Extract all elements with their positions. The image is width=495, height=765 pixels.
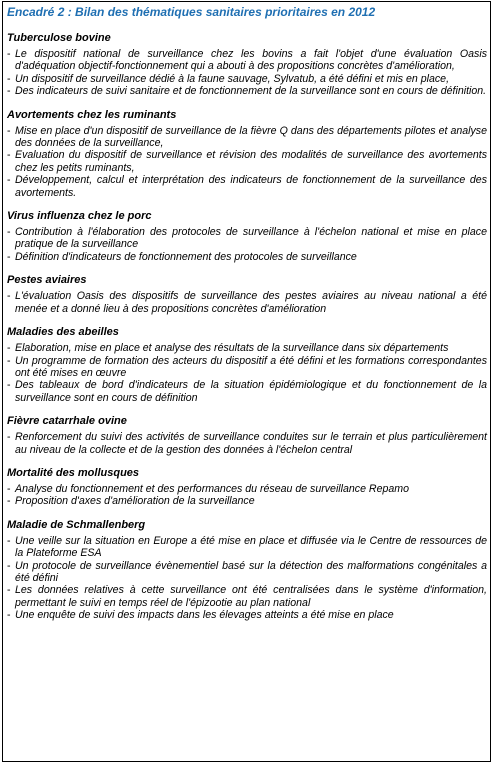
item-list	[7, 431, 487, 456]
section-title: Pestes aviaires	[7, 274, 87, 287]
section-virus-influenza-porc	[7, 210, 487, 263]
list-item: - Une veille sur la situation en Europe a été mise en place et diffusée via le Centre de ressources de la Plateforme ESA	[7, 535, 487, 560]
list-item: - Une enquête de suivi des impacts dans les élevages atteints a été mise en place	[7, 609, 487, 621]
item-list	[7, 226, 487, 263]
list-item: - Elaboration, mise en place et analyse des résultats de la surveillance dans six départements	[7, 342, 487, 354]
list-item: - Les données relatives à cette surveillance ont été centralisées dans le système d'information, permettant le suivi en temps réel de l'épizootie au plan national	[7, 584, 487, 609]
list-item: - Un dispositif de surveillance dédié à la faune sauvage, Sylvatub, a été défini et mis en place,	[7, 73, 487, 85]
box-title: Encadré 2 : Bilan des thématiques sanitaires prioritaires en 2012	[7, 5, 376, 19]
list-item: - Développement, calcul et interprétation des indicateurs de fonctionnement de la surveillance des avortements.	[7, 174, 487, 199]
list-item: - Renforcement du suivi des activités de surveillance conduites sur le terrain et plus particulièrement au niveau de la collecte et de la gestion des données à l'échelon central	[7, 431, 487, 456]
list-item: - Proposition d'axes d'amélioration de la surveillance	[7, 495, 487, 507]
section-avortements-ruminants	[7, 109, 487, 199]
section-maladies-abeilles	[7, 326, 487, 404]
encadre-box	[2, 1, 491, 762]
list-item: - Analyse du fonctionnement et des performances du réseau de surveillance Repamo	[7, 483, 487, 495]
section-maladie-schmallenberg	[7, 519, 487, 622]
item-list	[7, 535, 487, 622]
section-title: Maladies des abeilles	[7, 326, 119, 339]
section-title: Virus influenza chez le porc	[7, 210, 152, 223]
section-fievre-catarrhale-ovine	[7, 415, 487, 456]
item-list	[7, 483, 487, 508]
item-list	[7, 48, 487, 98]
section-title: Maladie de Schmallenberg	[7, 518, 146, 531]
section-title: Tuberculose bovine	[7, 32, 111, 44]
list-item: - L'évaluation Oasis des dispositifs de surveillance des pestes aviaires au niveau national a été menée et a donné lieu à des propositions concrètes d'amélioration	[7, 290, 487, 315]
item-list	[7, 342, 487, 404]
list-item: - Un protocole de surveillance évènementiel basé sur la détection des malformations congénitales a été défini	[7, 560, 487, 585]
list-item: - Des indicateurs de suivi sanitaire et de fonctionnement de la surveillance sont en cours de définition.	[7, 85, 487, 97]
section-tuberculose-bovine	[7, 32, 487, 98]
item-list	[7, 290, 487, 315]
section-title: Avortements chez les ruminants	[7, 108, 177, 121]
section-pestes-aviaires	[7, 274, 487, 315]
section-title: Mortalité des mollusques	[7, 466, 140, 479]
list-item: - Le dispositif national de surveillance chez les bovins a fait l'objet d'une évaluation Oasis d'adéquation objectif-fonctionnement qui a abouti à des propositions concrètes d'amélioration,	[7, 48, 487, 73]
list-item: - Contribution à l'élaboration des protocoles de surveillance à l'échelon national et mise en place pratique de la surveillance	[7, 226, 487, 251]
list-item: - Des tableaux de bord d'indicateurs de la situation épidémiologique et du fonctionnement de la surveillance sont en cours de définition	[7, 379, 487, 404]
section-title: Fièvre catarrhale ovine	[7, 415, 127, 428]
section-mortalite-mollusques	[7, 467, 487, 508]
list-item: - Evaluation du dispositif de surveillance et révision des modalités de surveillance des avortements chez les petits ruminants,	[7, 149, 487, 174]
list-item: - Définition d'indicateurs de fonctionnement des protocoles de surveillance	[7, 251, 487, 263]
list-item: - Mise en place d'un dispositif de surveillance de la fièvre Q dans des départements pilotes et analyse des données de la surveillance,	[7, 125, 487, 150]
list-item: - Un programme de formation des acteurs du dispositif a été défini et les formations correspondantes ont été mises en œuvre	[7, 355, 487, 380]
item-list	[7, 125, 487, 199]
